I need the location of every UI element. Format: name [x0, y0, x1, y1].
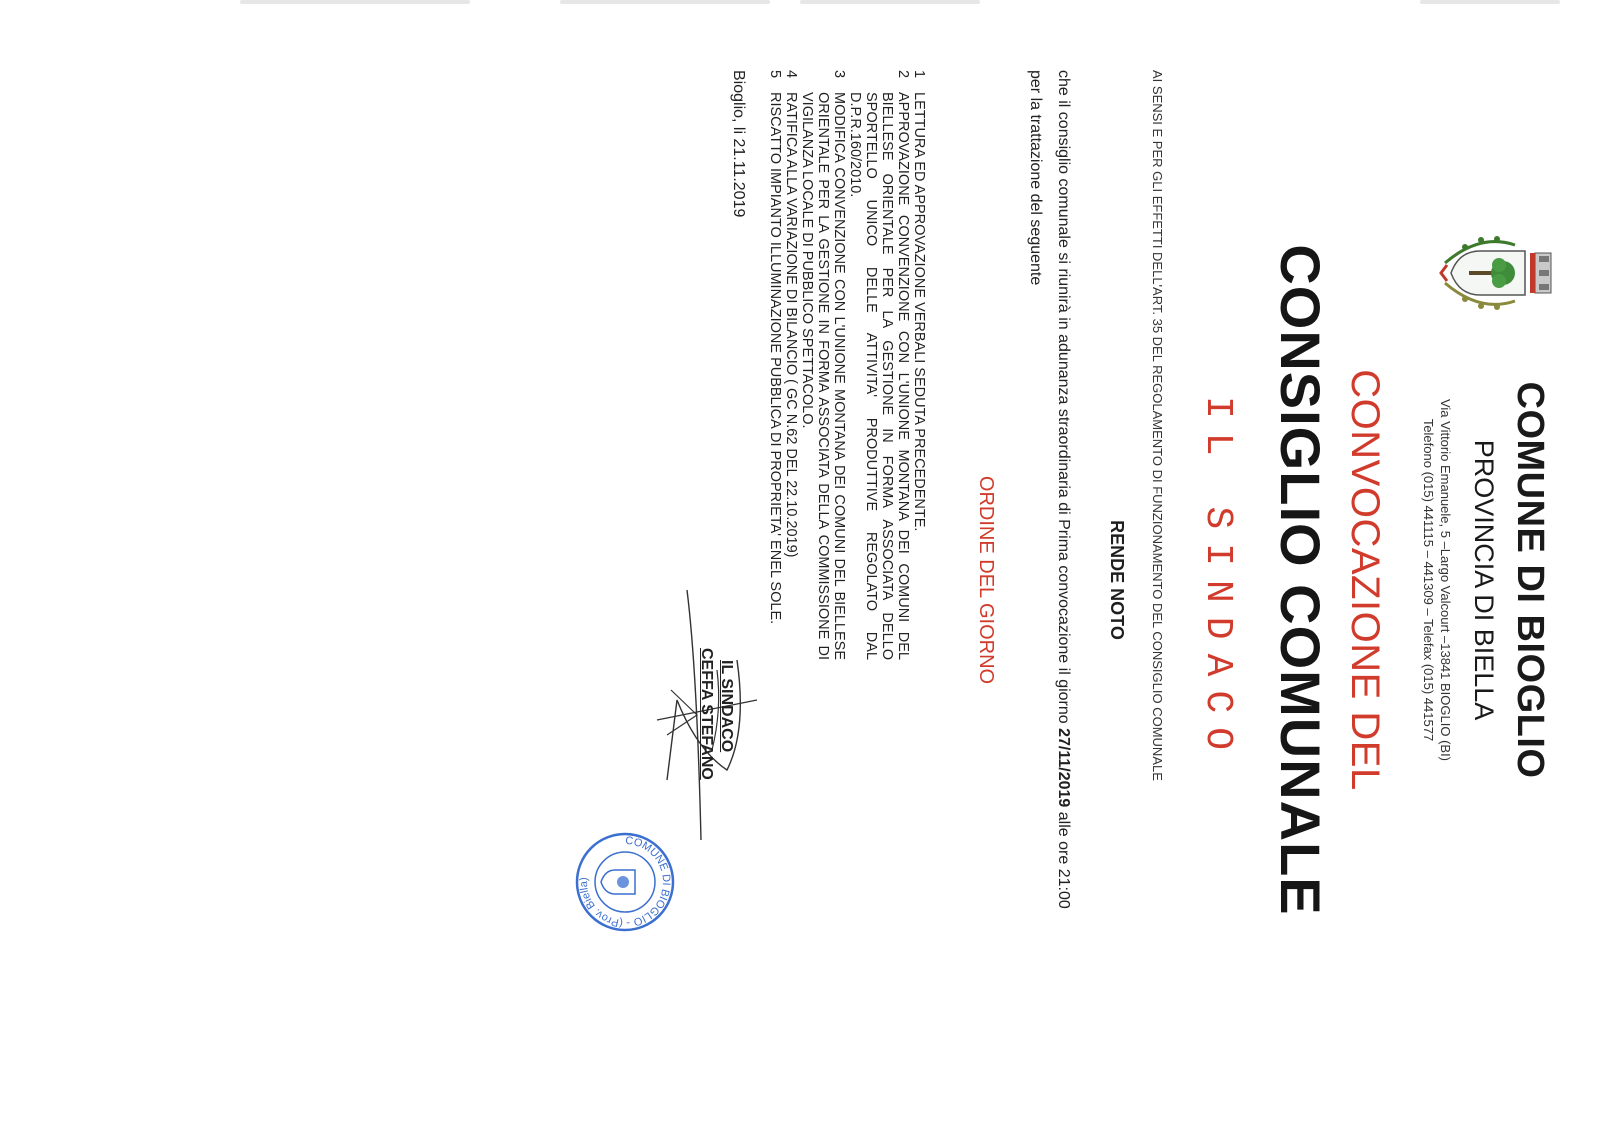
- agenda-item-number: 4: [783, 70, 799, 79]
- convocation-document: [577, 70, 1557, 1090]
- scan-edge: [560, 0, 770, 4]
- agenda-item-text: RATIFICA ALLA VARIAZIONE DI BILANCIO ( GC N.62 DEL 22.10.2019): [783, 92, 799, 558]
- scan-edge: [240, 0, 470, 4]
- phone-line: Telefono (015) 441115 – 441309 – Telefax (015) 441577: [1421, 418, 1436, 742]
- agenda-item-number: 2: [895, 70, 911, 79]
- agenda-item: [783, 70, 799, 660]
- provincia-title: PROVINCIA DI BIELLA: [1469, 439, 1499, 721]
- convocation-title: CONVOCAZIONE DEL: [1343, 369, 1387, 791]
- council-title: CONSIGLIO COMUNALE: [1269, 244, 1332, 916]
- legal-basis: AI SENSI E PER GLI EFFETTI DELL'ART. 35 DEL REGOLAMENTO DI FUNZIONAMENTO DEL CONSIGLIO COMUNALE: [1150, 70, 1165, 781]
- place-and-date: Bioglio, li 21.11.2019: [730, 70, 747, 218]
- agenda-item: [799, 70, 847, 660]
- agenda-title: ORDINE DEL GIORNO: [975, 475, 997, 685]
- meeting-time: alle ore 21:00: [1055, 807, 1072, 909]
- address-line: Via Vittorio Emanuele, 5 –Largo Valcourt –13841 BIOGLIO (BI): [1438, 398, 1453, 762]
- agenda-item-text: RISCATTO IMPIANTO ILLUMINAZIONE PUBBLICA DI PROPRIETA' ENEL SOLE.: [767, 92, 783, 625]
- body-text-line2: per la trattazione del seguente: [1027, 70, 1044, 286]
- comune-title: COMUNE DI BIOGLIO: [1509, 381, 1551, 779]
- announcement-heading: RENDE NOTO: [1107, 520, 1127, 640]
- convocation-body: [1021, 70, 1077, 1090]
- scan-edge: [1420, 0, 1560, 4]
- agenda-list: [767, 70, 927, 660]
- agenda-item-number: 1: [911, 70, 927, 79]
- official-stamp-icon: [573, 830, 677, 934]
- body-text: che il consiglio comunale si riunirà in adunanza straordinaria di Prima convocazione il giorno: [1055, 70, 1072, 729]
- agenda-item-text: LETTURA ED APPROVAZIONE VERBALI SEDUTA PRECEDENTE.: [911, 92, 927, 532]
- stamp-text: COMUNE DI BIOGLIO - (Prov. Biella): [577, 834, 673, 930]
- agenda-item-text: MODIFICA CONVENZIONE CON L'UNIONE MONTANA DEI COMUNI DEL BIELLESE ORIENTALE PER LA GESTIONE IN FORMA ASSOCIATA DELLA COMMISSIONE DI VIGILANZA LOCALE DI PUBBLICO SPETTACOLO.: [799, 92, 847, 660]
- mayor-heading: IL SINDACO: [1196, 395, 1239, 765]
- agenda-item-number: 5: [767, 70, 783, 79]
- agenda-item: [847, 70, 911, 660]
- agenda-item-text: APPROVAZIONE CONVENZIONE CON L'UNIONE MONTANA DEI COMUNI DEL BIELLESE ORIENTALE PER LA GESTIONE IN FORMA ASSOCIATA DELLO SPORTELLO UNICO DELLE ATTIVITA' PRODUTTIVE REGOLATO DAL D.P.R.160/2010.: [847, 92, 911, 660]
- agenda-item-number: 3: [831, 70, 847, 79]
- signatory-name: CEFFA STEFANO: [698, 648, 715, 780]
- agenda-item: [767, 70, 783, 660]
- signature-title: IL SINDACO: [718, 660, 735, 753]
- agenda-item: [911, 70, 927, 660]
- meeting-date: 27/11/2019: [1055, 728, 1072, 808]
- scan-edge: [800, 0, 980, 4]
